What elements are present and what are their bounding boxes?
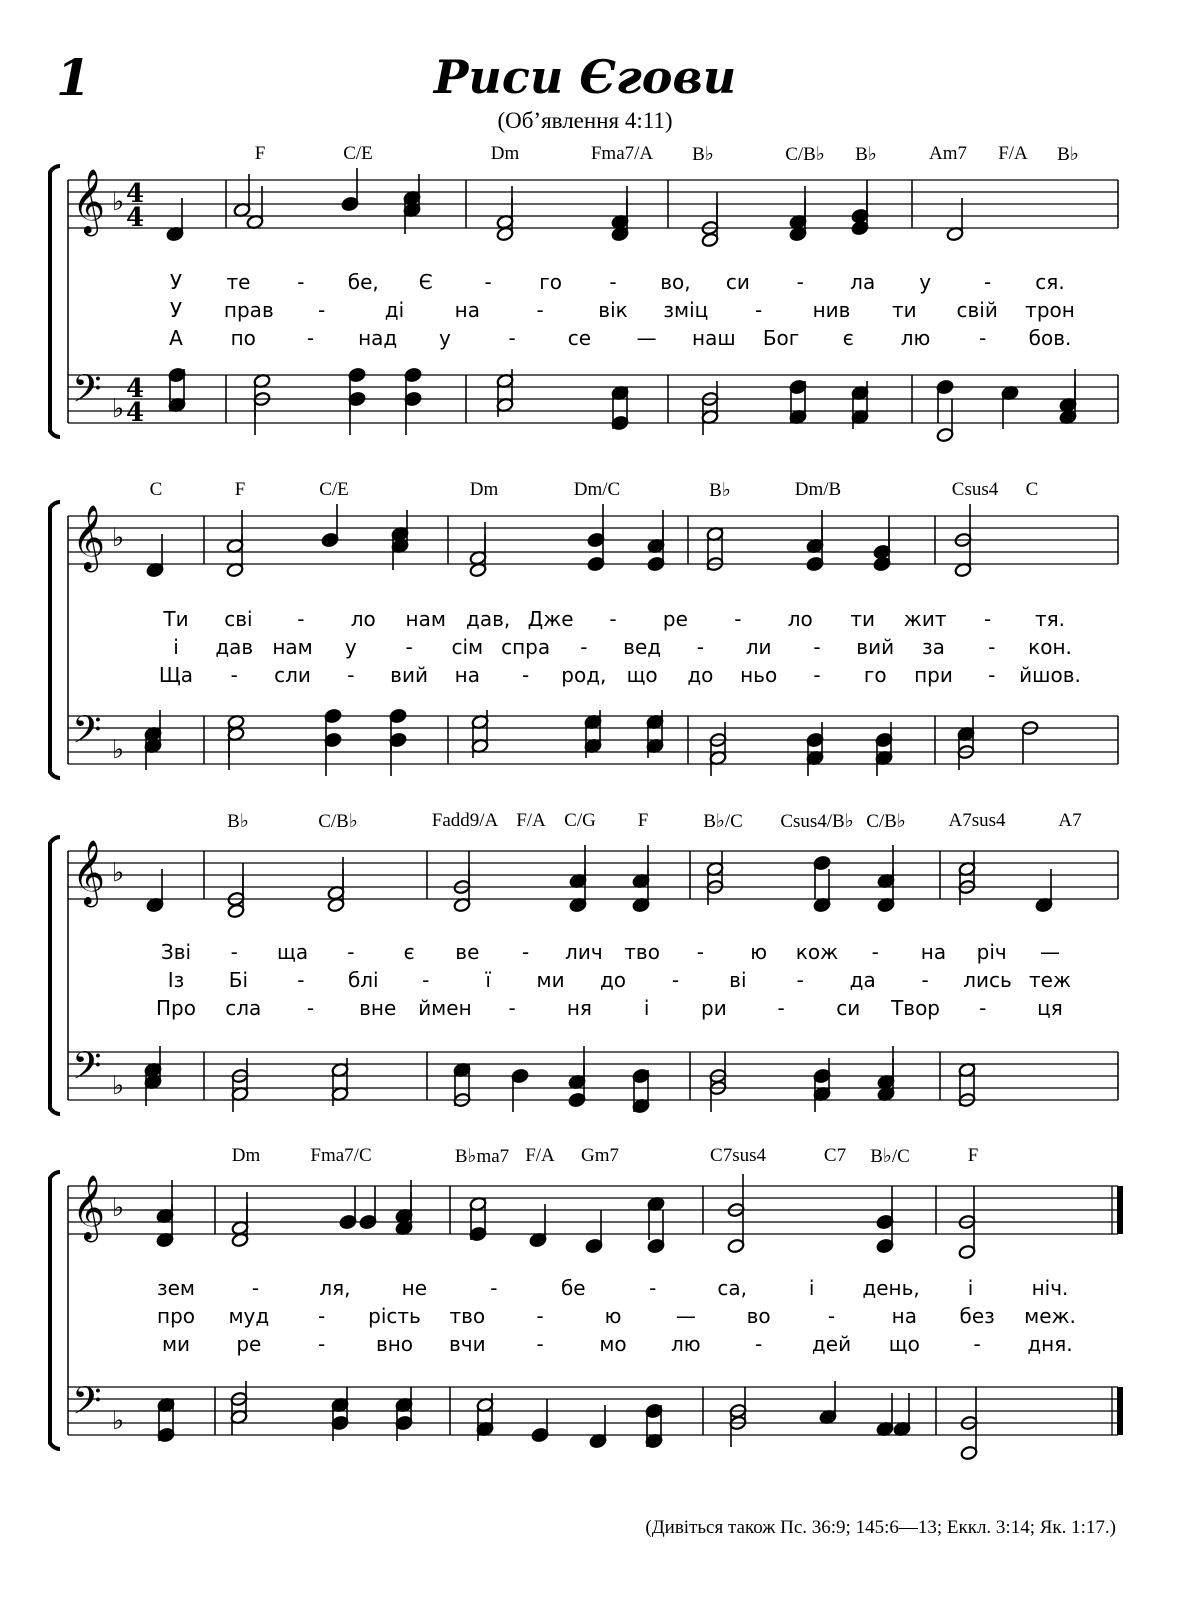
chord-symbol: F/A <box>998 143 1028 164</box>
chord-symbol: A7 <box>1058 810 1082 831</box>
lyric-syllable: лю <box>671 1332 701 1356</box>
lyric-syllable: - <box>827 1304 836 1328</box>
lyric-syllable: ло <box>350 607 376 631</box>
lyric-syllable: ся. <box>1035 270 1065 294</box>
lyric-syllable: ніч. <box>1031 1276 1069 1300</box>
lyric-syllable: є <box>403 940 415 964</box>
chord-symbol: C7sus4 <box>710 1145 766 1166</box>
treble-clef-icon: 𝄞 <box>72 505 106 570</box>
lyric-syllable: - <box>230 663 238 687</box>
bass-clef-icon: 𝄢 <box>72 707 102 761</box>
lyric-syllable: дав, <box>466 607 511 631</box>
lyric-syllable: ти <box>850 607 876 631</box>
time-signature-denominator: 4 <box>126 203 145 233</box>
lyric-syllable: ю <box>604 1304 622 1328</box>
lyric-syllable: йшов. <box>1019 663 1081 687</box>
system-4-treble-notes <box>156 1174 976 1260</box>
chord-symbol: C/G <box>564 810 596 831</box>
time-signature-numerator: 4 <box>126 179 145 209</box>
lyric-syllable: теж <box>1029 968 1071 992</box>
system-2-treble-staff <box>68 516 1118 564</box>
lyric-syllable: - <box>297 270 305 294</box>
lyric-syllable: - <box>796 968 804 992</box>
chord-symbol: A7sus4 <box>948 810 1006 831</box>
lyric-syllable: вед <box>623 635 662 659</box>
lyric-syllable: дня. <box>1027 1332 1073 1356</box>
lyric-syllable: - <box>508 326 516 350</box>
lyric-syllable: - <box>422 968 430 992</box>
lyric-syllable: - <box>230 940 238 964</box>
treble-clef-icon: 𝄞 <box>72 1175 106 1240</box>
lyric-syllable: - <box>297 607 305 631</box>
lyric-syllable: - <box>671 968 680 992</box>
lyric-syllable: - <box>508 996 516 1020</box>
lyric-syllable: - <box>490 1276 498 1300</box>
lyric-syllable: є <box>842 326 854 350</box>
lyric-syllable: до <box>687 663 714 687</box>
chord-symbol: Gm7 <box>581 1145 619 1166</box>
lyric-syllable: - <box>347 663 355 687</box>
lyric-syllable: вік <box>598 298 628 322</box>
lyric-syllable: ли <box>745 635 772 659</box>
lyric-syllable: - <box>796 270 804 294</box>
lyric-syllable: сла <box>225 996 262 1020</box>
treble-clef-icon: 𝄞 <box>72 840 106 905</box>
lyric-syllable: прав <box>223 298 274 322</box>
lyric-syllable: го <box>539 270 562 294</box>
lyric-syllable: - <box>347 940 355 964</box>
lyric-syllable: - <box>536 298 544 322</box>
lyric-syllable: - <box>734 607 742 631</box>
lyric-syllable: сві <box>224 607 253 631</box>
lyric-syllable: Із <box>167 968 185 992</box>
lyric-syllable: мо <box>599 1332 627 1356</box>
chord-symbol: C/E <box>319 479 349 500</box>
lyric-syllable: над <box>358 326 398 350</box>
bass-clef-icon: 𝄢 <box>72 366 102 420</box>
lyric-syllable: во, <box>660 270 691 294</box>
lyric-syllable: - <box>871 940 879 964</box>
key-signature-flat-icon: ♭ <box>112 1193 125 1223</box>
lyric-syllable: - <box>979 996 987 1020</box>
lyric-syllable: вчи <box>449 1332 486 1356</box>
lyric-syllable: - <box>318 1304 326 1328</box>
lyric-syllable: се <box>567 326 592 350</box>
lyric-syllable: вно <box>375 1332 414 1356</box>
bass-clef-icon: 𝄢 <box>72 1043 102 1097</box>
lyric-syllable: і <box>967 1276 974 1300</box>
system-2-treble-notes <box>146 504 972 578</box>
lyric-syllable: зміц <box>663 298 709 322</box>
chord-symbol: C/B♭ <box>318 811 358 832</box>
lyric-syllable: наш <box>692 326 736 350</box>
lyric-syllable: ня <box>566 996 592 1020</box>
lyric-syllable: - <box>755 1332 763 1356</box>
lyric-syllable: во <box>746 1304 771 1328</box>
lyric-syllable: за <box>922 635 945 659</box>
lyric-syllable: ді <box>384 298 405 322</box>
lyric-syllable: - <box>609 270 617 294</box>
key-signature-flat-icon: ♭ <box>112 858 125 888</box>
chord-symbol: C <box>1025 479 1039 500</box>
chord-symbol: B♭ <box>855 144 877 165</box>
chord-symbol: C/B♭ <box>866 811 906 832</box>
key-signature-flat-icon: ♭ <box>112 735 125 765</box>
lyric-syllable: - <box>521 940 530 964</box>
lyric-syllable: Ти <box>163 607 189 631</box>
system-3 <box>50 837 1118 1114</box>
chord-symbol: Dm <box>469 479 499 500</box>
lyric-syllable: род, <box>561 663 607 687</box>
system-bracket <box>50 1172 60 1449</box>
lyric-syllable: си <box>725 270 750 294</box>
lyric-syllable: у <box>919 270 932 294</box>
lyric-syllable: зем <box>156 1276 196 1300</box>
lyric-syllable: - <box>405 635 413 659</box>
chord-symbol: Dm <box>490 143 520 164</box>
lyric-syllable: кон. <box>1028 635 1072 659</box>
chord-symbol: B♭ <box>1057 144 1079 165</box>
chord-symbol: Dm/B <box>794 479 842 500</box>
lyric-syllable: - <box>649 1276 657 1300</box>
lyric-syllable: Ща <box>158 663 194 687</box>
lyric-syllable: - <box>580 635 588 659</box>
lyric-syllable: і <box>643 996 650 1020</box>
chord-symbol: F <box>254 143 266 164</box>
lyric-syllable: те <box>226 270 251 294</box>
lyric-syllable: - <box>979 326 987 350</box>
lyric-syllable: свій <box>956 298 998 322</box>
lyric-syllable: да <box>849 968 876 992</box>
lyric-syllable: без <box>959 1304 995 1328</box>
chord-symbol: Fma7/C <box>310 1145 372 1166</box>
lyric-syllable: - <box>696 940 704 964</box>
lyric-syllable: дей <box>811 1332 852 1356</box>
lyric-syllable: до <box>599 968 627 992</box>
lyric-syllable: - <box>521 663 530 687</box>
lyric-syllable: нам <box>405 607 446 631</box>
treble-clef-icon: 𝄞 <box>72 169 106 234</box>
lyric-syllable: У <box>169 298 183 322</box>
lyric-syllable: - <box>813 635 821 659</box>
lyric-syllable: - <box>813 663 821 687</box>
lyric-syllable: - <box>988 635 996 659</box>
lyric-syllable: річ <box>976 940 1007 964</box>
chord-symbol: B♭/C <box>870 1146 910 1167</box>
chord-symbol: Am7 <box>929 143 967 164</box>
system-4-bass-notes <box>157 1381 978 1461</box>
key-signature-flat-icon: ♭ <box>112 1406 125 1436</box>
system-3-bass-notes <box>144 1046 976 1114</box>
system-3-treble-notes <box>146 845 1053 919</box>
chord-symbol: B♭ <box>227 811 249 832</box>
chord-symbol: B♭ma7 <box>454 1146 510 1167</box>
lyric-syllable: ї <box>485 968 491 992</box>
lyric-syllable: бе <box>560 1276 586 1300</box>
system-bracket <box>50 837 60 1114</box>
system-4-bass-staff <box>68 1387 1118 1435</box>
lyric-syllable: і <box>173 635 179 659</box>
lyric-syllable: А <box>169 326 183 350</box>
lyric-syllable: - <box>921 968 929 992</box>
lyric-syllable: на <box>454 298 480 322</box>
lyric-syllable: го <box>863 663 887 687</box>
lyric-syllable: день, <box>862 1276 920 1300</box>
lyric-syllable: ла <box>850 270 876 294</box>
lyric-syllable: ти <box>892 298 917 322</box>
lyric-syllable: тво <box>624 940 660 964</box>
chord-symbol: F <box>967 1145 979 1166</box>
chord-symbol: Fma7/A <box>590 143 654 164</box>
key-signature-flat-icon: ♭ <box>112 1071 125 1101</box>
lyric-syllable: бе, <box>347 270 379 294</box>
song-number: 1 <box>56 48 91 107</box>
chord-symbol: Dm/C <box>573 479 621 500</box>
key-signature-flat-icon: ♭ <box>112 394 125 424</box>
lyric-syllable: дав <box>215 635 254 659</box>
time-signature-numerator: 4 <box>126 374 145 404</box>
lyric-syllable: на <box>454 663 480 687</box>
lyric-syllable: сли <box>274 663 311 687</box>
lyric-syllable: Твор <box>891 996 940 1020</box>
lyric-syllable: жит <box>903 607 947 631</box>
lyric-syllable: у <box>439 326 451 350</box>
lyric-syllable: - <box>755 298 763 322</box>
lyric-syllable: не <box>401 1276 428 1300</box>
system-bracket <box>50 166 60 437</box>
lyric-syllable: У <box>169 270 183 294</box>
lyric-syllable: вне <box>359 996 397 1020</box>
lyric-syllable: — <box>1040 940 1060 964</box>
bass-clef-icon: 𝄢 <box>72 1378 102 1432</box>
lyric-syllable: - <box>973 1332 981 1356</box>
lyric-syllable: — <box>675 1304 696 1328</box>
lyric-syllable: ля, <box>319 1276 351 1300</box>
chord-symbol: Csus4/B♭ <box>780 811 854 832</box>
lyric-syllable: блі <box>347 968 379 992</box>
lyric-syllable: ре <box>236 1332 262 1356</box>
lyric-syllable: вий <box>856 635 895 659</box>
lyric-syllable: - <box>983 607 992 631</box>
lyric-syllable: - <box>609 607 617 631</box>
lyric-syllable: Зві <box>160 940 192 964</box>
lyric-syllable: нам <box>272 635 313 659</box>
lyric-syllable: лись <box>963 968 1012 992</box>
lyric-syllable: бов. <box>1028 326 1072 350</box>
lyric-syllable: трон <box>1025 298 1075 322</box>
lyric-syllable: - <box>777 996 785 1020</box>
lyric-syllable: у <box>344 635 357 659</box>
chord-symbol: Dm <box>231 1145 261 1166</box>
lyric-syllable: ло <box>787 607 813 631</box>
lyric-syllable: лич <box>565 940 603 964</box>
chord-symbol: B♭/C <box>703 811 743 832</box>
lyric-syllable: Дже <box>527 607 574 631</box>
lyric-syllable: лю <box>900 326 931 350</box>
lyric-syllable: - <box>306 326 315 350</box>
lyric-syllable: ця <box>1037 996 1063 1020</box>
system-bracket <box>50 502 60 778</box>
chord-symbol: B♭ <box>692 144 714 165</box>
lyric-syllable: - <box>318 298 326 322</box>
lyric-syllable: - <box>988 663 996 687</box>
lyric-syllable: по <box>230 326 256 350</box>
lyric-syllable: си <box>836 996 861 1020</box>
lyric-syllable: Є <box>418 270 433 294</box>
lyric-syllable: вий <box>390 663 428 687</box>
chord-symbol: F <box>234 479 246 500</box>
lyric-syllable: — <box>636 326 657 350</box>
lyric-syllable: кож <box>795 940 839 964</box>
lyric-syllable: ща <box>276 940 309 964</box>
lyric-syllable: ве <box>455 940 480 964</box>
lyric-syllable: сім <box>451 635 484 659</box>
scripture-reference: (Об’явлення 4:11) <box>497 108 673 133</box>
chord-symbol: C/B♭ <box>785 144 825 165</box>
lyric-syllable: ри <box>700 996 727 1020</box>
lyric-syllable: ре <box>662 607 688 631</box>
lyric-syllable: що <box>888 1332 920 1356</box>
lyric-syllable: - <box>297 968 305 992</box>
chord-symbol: Csus4 <box>951 479 999 500</box>
lyric-syllable: нив <box>812 298 851 322</box>
chord-symbol: B♭ <box>709 480 731 501</box>
chord-symbol: C <box>149 479 163 500</box>
see-also-footnote: (Дивіться також Пс. 36:9; 145:6—13; Еккл. 3:14; Як. 1:17.) <box>645 1517 1116 1538</box>
lyric-syllable: - <box>696 635 704 659</box>
lyric-syllable: тя. <box>1034 607 1066 631</box>
chord-symbol: C7 <box>823 1145 847 1166</box>
chord-symbol: Fadd9/A <box>431 810 499 831</box>
lyric-syllable: Бі <box>228 968 249 992</box>
lyric-syllable: - <box>251 1276 260 1300</box>
lyric-syllable: і <box>808 1276 815 1300</box>
lyric-syllable: ньо <box>740 663 778 687</box>
lyric-syllable: ми <box>536 968 565 992</box>
lyric-syllable: - <box>318 1332 326 1356</box>
chord-symbol: F/A <box>516 810 546 831</box>
lyric-syllable: спра <box>501 635 551 659</box>
chord-symbol: F <box>637 810 649 831</box>
lyric-syllable: - <box>536 1332 544 1356</box>
lyric-syllable: муд <box>228 1304 270 1328</box>
lyric-syllable: при <box>914 663 953 687</box>
lyric-syllable: на <box>891 1304 917 1328</box>
lyric-syllable: - <box>983 270 992 294</box>
lyric-syllable: про <box>156 1304 196 1328</box>
time-signature-denominator: 4 <box>126 398 145 428</box>
lyric-syllable: що <box>626 663 658 687</box>
key-signature-flat-icon: ♭ <box>112 523 125 553</box>
lyric-syllable: тво <box>449 1304 486 1328</box>
lyric-syllable: Бог <box>762 326 800 350</box>
lyric-syllable: - <box>536 1304 544 1328</box>
key-signature-flat-icon: ♭ <box>112 187 125 217</box>
chord-symbol: F/A <box>525 1145 555 1166</box>
lyric-syllable: ю <box>750 940 768 964</box>
song-title: Риси Єгови <box>433 50 737 104</box>
lyric-syllable: ми <box>161 1332 191 1356</box>
lyric-syllable: Про <box>156 996 196 1020</box>
lyric-syllable: меж. <box>1024 1304 1076 1328</box>
chord-symbol: C/E <box>343 143 373 164</box>
lyric-syllable: са, <box>717 1276 747 1300</box>
system-2-bass-notes <box>144 708 1039 776</box>
lyric-syllable: ві <box>729 968 747 992</box>
lyric-syllable: на <box>920 940 947 964</box>
lyric-syllable: - <box>306 996 315 1020</box>
system-1-bass-notes <box>168 367 1077 442</box>
lyric-syllable: ймен <box>418 996 472 1020</box>
lyric-syllable: - <box>484 270 492 294</box>
lyric-syllable: рість <box>368 1304 421 1328</box>
